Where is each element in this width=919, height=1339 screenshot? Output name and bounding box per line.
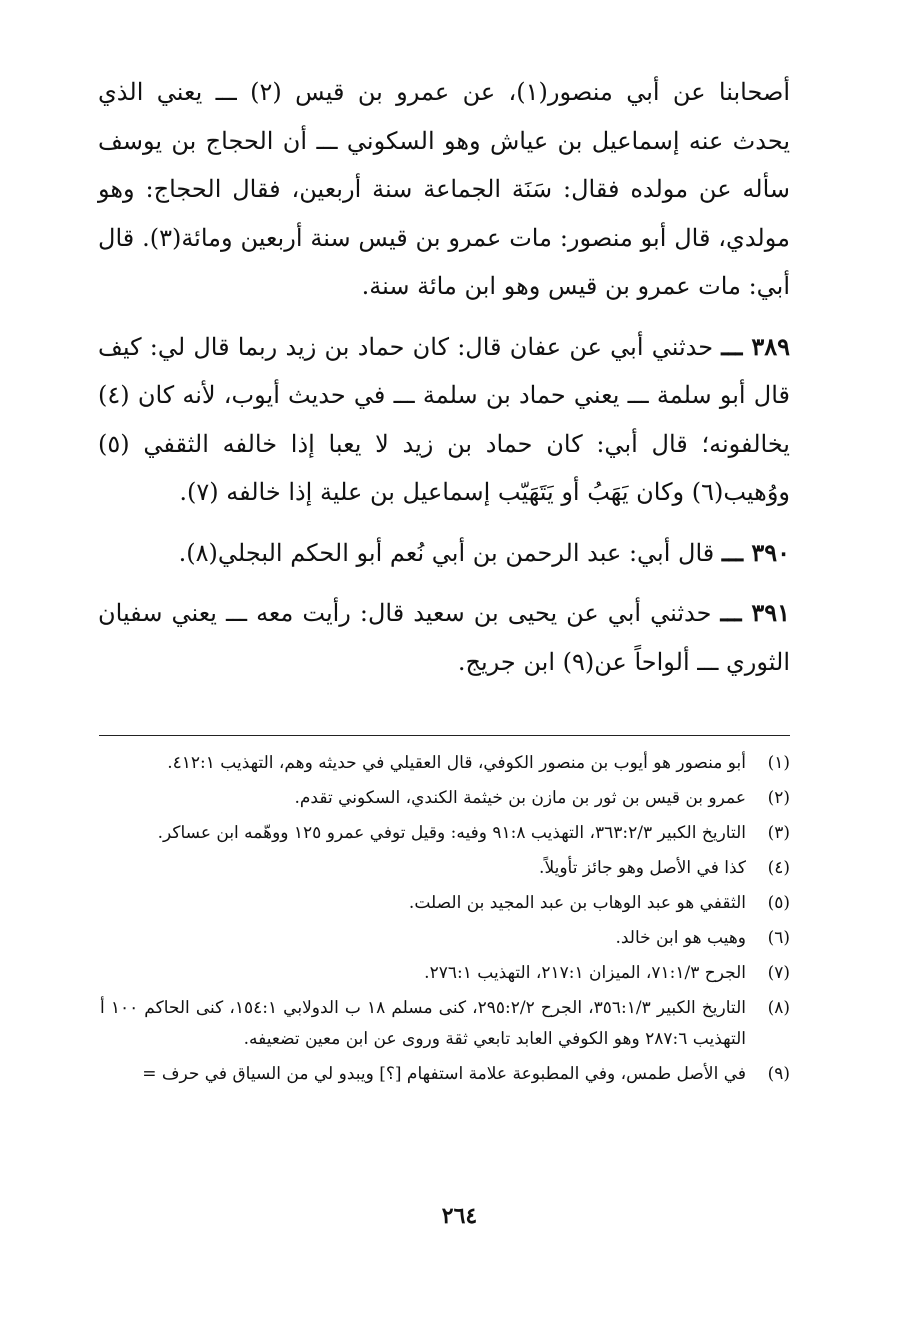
footnote-number: (٥) [767,893,790,913]
main-text [98,68,790,686]
page-number: ٢٦٤ [441,1203,478,1229]
footnote-number: (٣) [767,823,790,843]
paragraph-391 [98,589,790,686]
footnote-number: (٨) [767,998,790,1018]
footnote [100,958,790,989]
footnote-number: (٧) [767,963,790,983]
footnote-text: وهيب هو ابن خالد. [615,928,746,948]
footnote-number: (٦) [767,928,790,948]
footnote-number: (٤) [767,858,790,878]
footnote [100,748,790,779]
footnote-number: (٢) [767,788,790,808]
footnote-text: التاريخ الكبير ٣٦٣:٢/٣، التهذيب ٩١:٨ وفيه: وقيل توفي عمرو ١٢٥ ووهّمه ابن عساكر. [157,823,746,843]
footnote [100,1059,790,1090]
paragraph-text: أصحابنا عن أبي منصور(١)، عن عمرو بن قيس (٢) ـــ يعني الذي يحدث عنه إسماعيل بن عياش وهو السكوني ـــ أن الحجاج بن يوسف سأله عن مولده فقال: سَنَة الجماعة سنة أربعين، فقال الحجاج: وهو مولدي، قال أبو منصور: مات عمرو بن قيس سنة أربعين ومائة(٣). قال أبي: مات عمرو بن قيس وهو ابن مائة سنة. [98,78,791,300]
paragraph-390 [98,529,790,578]
entry-number: ٣٩١ ـــ [720,598,790,627]
footnote-text: التاريخ الكبير ٣٥٦:١/٣، الجرح ٢٩٥:٢/٢، كنى مسلم ١٨ ب الدولابي ١٥٤:١، كنى الحاكم ١٠٠ أ التهذيب ٢٨٧:٦ وهو الكوفي العابد تابعي ثقة وروى عن ابن معين تضعيفه. [100,998,746,1049]
footnote [100,923,790,954]
paragraph-389 [98,323,790,517]
footnote-text: عمرو بن قيس بن ثور بن مازن بن خيثمة الكندي، السكوني تقدم. [294,788,746,808]
paragraph-text: حدثني أبي عن يحيى بن سعيد قال: رأيت معه ـــ يعني سفيان الثوري ـــ ألواحاً عن(٩) ابن جريج. [98,599,790,676]
footnote [100,818,790,849]
entry-number: ٣٩٠ ـــ [721,537,790,567]
footnote-text: الثقفي هو عبد الوهاب بن عبد المجيد بن الصلت. [408,893,746,913]
paragraph-text: قال أبي: عبد الرحمن بن أبي نُعم أبو الحكم البجلي(٨). [178,538,722,567]
footnote-text: في الأصل طمس، وفي المطبوعة علامة استفهام [؟] ويبدو لي من السياق في حرف = [142,1064,746,1084]
paragraph-text: حدثني أبي عن عفان قال: كان حماد بن زيد ربما قال لي: كيف قال أبو سلمة ـــ يعني حماد بن سلمة ـــ في حديث أيوب، لأنه كان (٤) يخالفونه؛ قال أبي: كان حماد بن زيد لا يعبا إذا خالفه الثقفي (٥) ووُهيب(٦) وكان يَهَبُ أو يَتَهَيّب إسماعيل بن علية إذا خالفه (٧). [98,332,791,506]
footnote [100,993,790,1055]
footnote-text: كذا في الأصل وهو جائز تأويلاً. [539,858,746,878]
entry-number: ٣٨٩ ـــ [721,331,791,361]
footnote-text: أبو منصور هو أيوب بن منصور الكوفي، قال العقيلي في حديثه وهم، التهذيب ٤١٢:١. [167,753,746,773]
footnote [100,853,790,884]
footnote-text: الجرح ٧١:١/٣، الميزان ٢١٧:١، التهذيب ٢٧٦:١. [424,963,746,983]
footnotes-list [100,748,790,1094]
footnote-number: (٩) [767,1064,790,1084]
footnote-number: (١) [767,753,790,773]
footnote-divider [99,735,790,736]
paragraph-continuation [98,68,790,311]
footnote [100,783,790,814]
footnote [100,888,790,919]
